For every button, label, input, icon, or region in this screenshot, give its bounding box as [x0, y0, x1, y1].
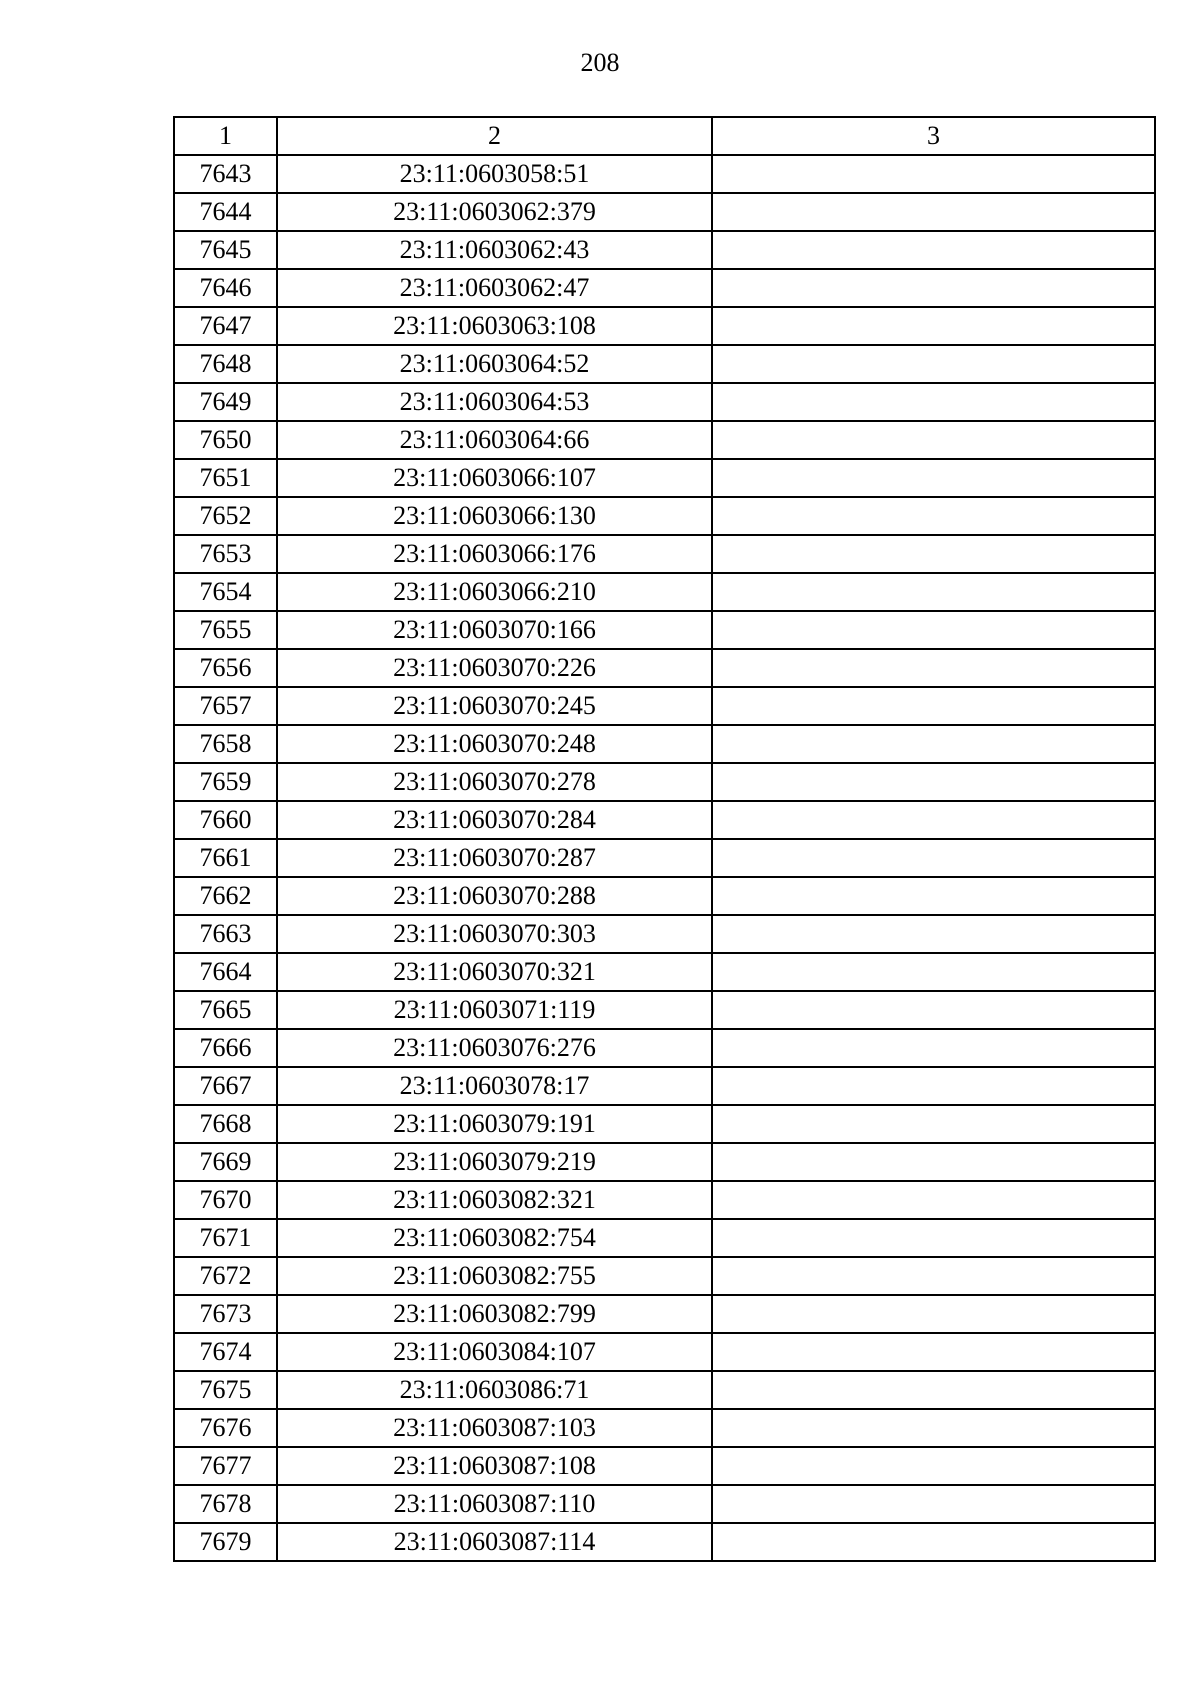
- row-number-cell: 7669: [174, 1143, 277, 1181]
- cadastral-number-cell: 23:11:0603058:51: [277, 155, 712, 193]
- cadastral-number-cell: 23:11:0603063:108: [277, 307, 712, 345]
- note-cell: [712, 383, 1155, 421]
- note-cell: [712, 839, 1155, 877]
- page-number: 208: [580, 48, 620, 77]
- table-row: [174, 839, 1155, 877]
- row-number-cell: 7660: [174, 801, 277, 839]
- cadastral-number-cell: 23:11:0603070:248: [277, 725, 712, 763]
- note-cell: [712, 269, 1155, 307]
- cadastral-number-cell: 23:11:0603079:191: [277, 1105, 712, 1143]
- note-cell: [712, 1219, 1155, 1257]
- row-number-cell: 7677: [174, 1447, 277, 1485]
- cadastral-number-cell: 23:11:0603087:103: [277, 1409, 712, 1447]
- note-cell: [712, 611, 1155, 649]
- row-number-cell: 7652: [174, 497, 277, 535]
- note-cell: [712, 345, 1155, 383]
- cadastral-number-cell: 23:11:0603082:755: [277, 1257, 712, 1295]
- cadastral-number-cell: 23:11:0603066:210: [277, 573, 712, 611]
- table-row: [174, 1523, 1155, 1561]
- cadastral-number-cell: 23:11:0603064:66: [277, 421, 712, 459]
- note-cell: [712, 1447, 1155, 1485]
- note-cell: [712, 573, 1155, 611]
- note-cell: [712, 307, 1155, 345]
- note-cell: [712, 1371, 1155, 1409]
- row-number-cell: 7661: [174, 839, 277, 877]
- table-row: [174, 307, 1155, 345]
- row-number-cell: 7668: [174, 1105, 277, 1143]
- table-row: [174, 801, 1155, 839]
- table-row: [174, 535, 1155, 573]
- row-number-cell: 7649: [174, 383, 277, 421]
- table-row: [174, 1409, 1155, 1447]
- cadastral-number-cell: 23:11:0603070:245: [277, 687, 712, 725]
- row-number-cell: 7651: [174, 459, 277, 497]
- cadastral-number-cell: 23:11:0603062:47: [277, 269, 712, 307]
- note-cell: [712, 1143, 1155, 1181]
- row-number-cell: 7663: [174, 915, 277, 953]
- cadastral-number-cell: 23:11:0603070:287: [277, 839, 712, 877]
- note-cell: [712, 1257, 1155, 1295]
- cadastral-number-cell: 23:11:0603086:71: [277, 1371, 712, 1409]
- row-number-cell: 7671: [174, 1219, 277, 1257]
- row-number-cell: 7664: [174, 953, 277, 991]
- note-cell: [712, 953, 1155, 991]
- table-header-row: [174, 117, 1155, 155]
- note-cell: [712, 687, 1155, 725]
- table-row: [174, 269, 1155, 307]
- column-header-1: 1: [174, 117, 277, 155]
- cadastral-number-cell: 23:11:0603082:799: [277, 1295, 712, 1333]
- row-number-cell: 7658: [174, 725, 277, 763]
- table-row: [174, 611, 1155, 649]
- row-number-cell: 7662: [174, 877, 277, 915]
- cadastral-number-cell: 23:11:0603078:17: [277, 1067, 712, 1105]
- note-cell: [712, 649, 1155, 687]
- table-row: [174, 915, 1155, 953]
- table-body: [174, 155, 1155, 1561]
- cadastral-number-cell: 23:11:0603066:176: [277, 535, 712, 573]
- table-row: [174, 649, 1155, 687]
- table-row: [174, 877, 1155, 915]
- cadastral-number-cell: 23:11:0603076:276: [277, 1029, 712, 1067]
- row-number-cell: 7657: [174, 687, 277, 725]
- table-row: [174, 725, 1155, 763]
- cadastral-number-cell: 23:11:0603062:43: [277, 231, 712, 269]
- row-number-cell: 7674: [174, 1333, 277, 1371]
- cadastral-number-cell: 23:11:0603064:52: [277, 345, 712, 383]
- row-number-cell: 7678: [174, 1485, 277, 1523]
- row-number-cell: 7665: [174, 991, 277, 1029]
- cadastral-number-cell: 23:11:0603070:278: [277, 763, 712, 801]
- table-row: [174, 1371, 1155, 1409]
- table-row: [174, 1333, 1155, 1371]
- note-cell: [712, 763, 1155, 801]
- note-cell: [712, 1523, 1155, 1561]
- cadastral-number-cell: 23:11:0603087:114: [277, 1523, 712, 1561]
- row-number-cell: 7645: [174, 231, 277, 269]
- row-number-cell: 7675: [174, 1371, 277, 1409]
- note-cell: [712, 1333, 1155, 1371]
- cadastral-number-cell: 23:11:0603082:321: [277, 1181, 712, 1219]
- row-number-cell: 7672: [174, 1257, 277, 1295]
- note-cell: [712, 1485, 1155, 1523]
- note-cell: [712, 1105, 1155, 1143]
- column-header-2: 2: [277, 117, 712, 155]
- table-row: [174, 763, 1155, 801]
- row-number-cell: 7646: [174, 269, 277, 307]
- table-row: [174, 1029, 1155, 1067]
- cadastral-number-cell: 23:11:0603070:288: [277, 877, 712, 915]
- row-number-cell: 7656: [174, 649, 277, 687]
- note-cell: [712, 1181, 1155, 1219]
- cadastral-number-cell: 23:11:0603079:219: [277, 1143, 712, 1181]
- note-cell: [712, 1295, 1155, 1333]
- note-cell: [712, 915, 1155, 953]
- cadastral-table: [173, 116, 1156, 1562]
- table-row: [174, 1219, 1155, 1257]
- cadastral-number-cell: 23:11:0603070:166: [277, 611, 712, 649]
- cadastral-number-cell: 23:11:0603082:754: [277, 1219, 712, 1257]
- table-row: [174, 1257, 1155, 1295]
- note-cell: [712, 231, 1155, 269]
- cadastral-number-cell: 23:11:0603070:284: [277, 801, 712, 839]
- row-number-cell: 7655: [174, 611, 277, 649]
- cadastral-number-cell: 23:11:0603087:108: [277, 1447, 712, 1485]
- cadastral-number-cell: 23:11:0603070:303: [277, 915, 712, 953]
- note-cell: [712, 801, 1155, 839]
- table-row: [174, 687, 1155, 725]
- row-number-cell: 7644: [174, 193, 277, 231]
- table-row: [174, 1295, 1155, 1333]
- row-number-cell: 7670: [174, 1181, 277, 1219]
- row-number-cell: 7648: [174, 345, 277, 383]
- table-row: [174, 497, 1155, 535]
- cadastral-number-cell: 23:11:0603064:53: [277, 383, 712, 421]
- note-cell: [712, 725, 1155, 763]
- row-number-cell: 7673: [174, 1295, 277, 1333]
- row-number-cell: 7653: [174, 535, 277, 573]
- row-number-cell: 7650: [174, 421, 277, 459]
- column-header-3: 3: [712, 117, 1155, 155]
- cadastral-number-cell: 23:11:0603070:226: [277, 649, 712, 687]
- table-row: [174, 1143, 1155, 1181]
- note-cell: [712, 991, 1155, 1029]
- cadastral-number-cell: 23:11:0603087:110: [277, 1485, 712, 1523]
- row-number-cell: 7647: [174, 307, 277, 345]
- cadastral-number-cell: 23:11:0603066:107: [277, 459, 712, 497]
- row-number-cell: 7676: [174, 1409, 277, 1447]
- row-number-cell: 7666: [174, 1029, 277, 1067]
- table-row: [174, 991, 1155, 1029]
- note-cell: [712, 1029, 1155, 1067]
- table-row: [174, 573, 1155, 611]
- cadastral-number-cell: 23:11:0603066:130: [277, 497, 712, 535]
- table-row: [174, 1067, 1155, 1105]
- row-number-cell: 7667: [174, 1067, 277, 1105]
- note-cell: [712, 155, 1155, 193]
- note-cell: [712, 497, 1155, 535]
- cadastral-number-cell: 23:11:0603062:379: [277, 193, 712, 231]
- table-row: [174, 953, 1155, 991]
- table-row: [174, 345, 1155, 383]
- row-number-cell: 7679: [174, 1523, 277, 1561]
- cadastral-number-cell: 23:11:0603071:119: [277, 991, 712, 1029]
- table-row: [174, 1485, 1155, 1523]
- table-row: [174, 193, 1155, 231]
- note-cell: [712, 421, 1155, 459]
- table-row: [174, 421, 1155, 459]
- table-row: [174, 459, 1155, 497]
- row-number-cell: 7654: [174, 573, 277, 611]
- note-cell: [712, 459, 1155, 497]
- note-cell: [712, 1067, 1155, 1105]
- row-number-cell: 7659: [174, 763, 277, 801]
- table-row: [174, 155, 1155, 193]
- note-cell: [712, 877, 1155, 915]
- cadastral-number-cell: 23:11:0603070:321: [277, 953, 712, 991]
- table-row: [174, 1181, 1155, 1219]
- table-row: [174, 383, 1155, 421]
- row-number-cell: 7643: [174, 155, 277, 193]
- table-row: [174, 1447, 1155, 1485]
- cadastral-number-cell: 23:11:0603084:107: [277, 1333, 712, 1371]
- table-row: [174, 231, 1155, 269]
- table-row: [174, 1105, 1155, 1143]
- note-cell: [712, 1409, 1155, 1447]
- note-cell: [712, 535, 1155, 573]
- note-cell: [712, 193, 1155, 231]
